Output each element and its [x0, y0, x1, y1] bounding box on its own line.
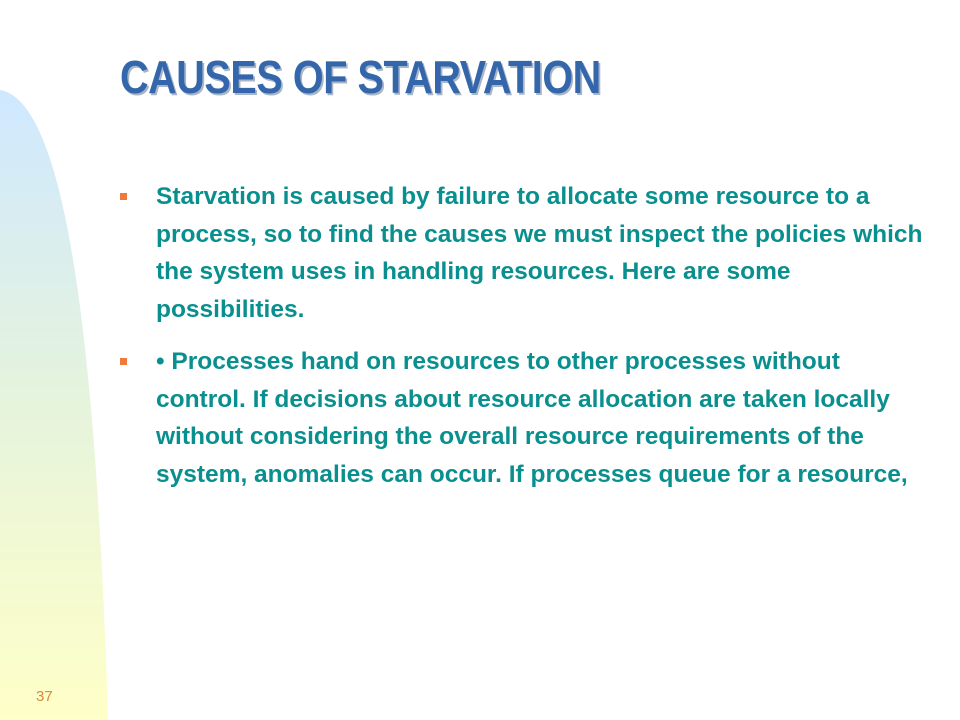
bullet-text: • Processes hand on resources to other processes without control. If decisions about resource allocation are taken locally without considering the overall resource requirements of the system, anomalies can occur. If processes queue for a resource,	[156, 348, 908, 488]
bullet-list	[120, 178, 935, 508]
page-number: 37	[36, 688, 53, 705]
square-bullet-icon	[120, 193, 127, 200]
square-bullet-icon	[120, 358, 127, 365]
bullet-text: Starvation is caused by failure to allocate some resource to a process, so to find the causes we must inspect the policies which the system uses in handling resources. Here are some possibilities.	[156, 183, 923, 323]
bullet-item	[120, 178, 935, 328]
slide-title: CAUSES OF STARVATION	[120, 51, 601, 103]
bullet-item	[120, 343, 935, 493]
